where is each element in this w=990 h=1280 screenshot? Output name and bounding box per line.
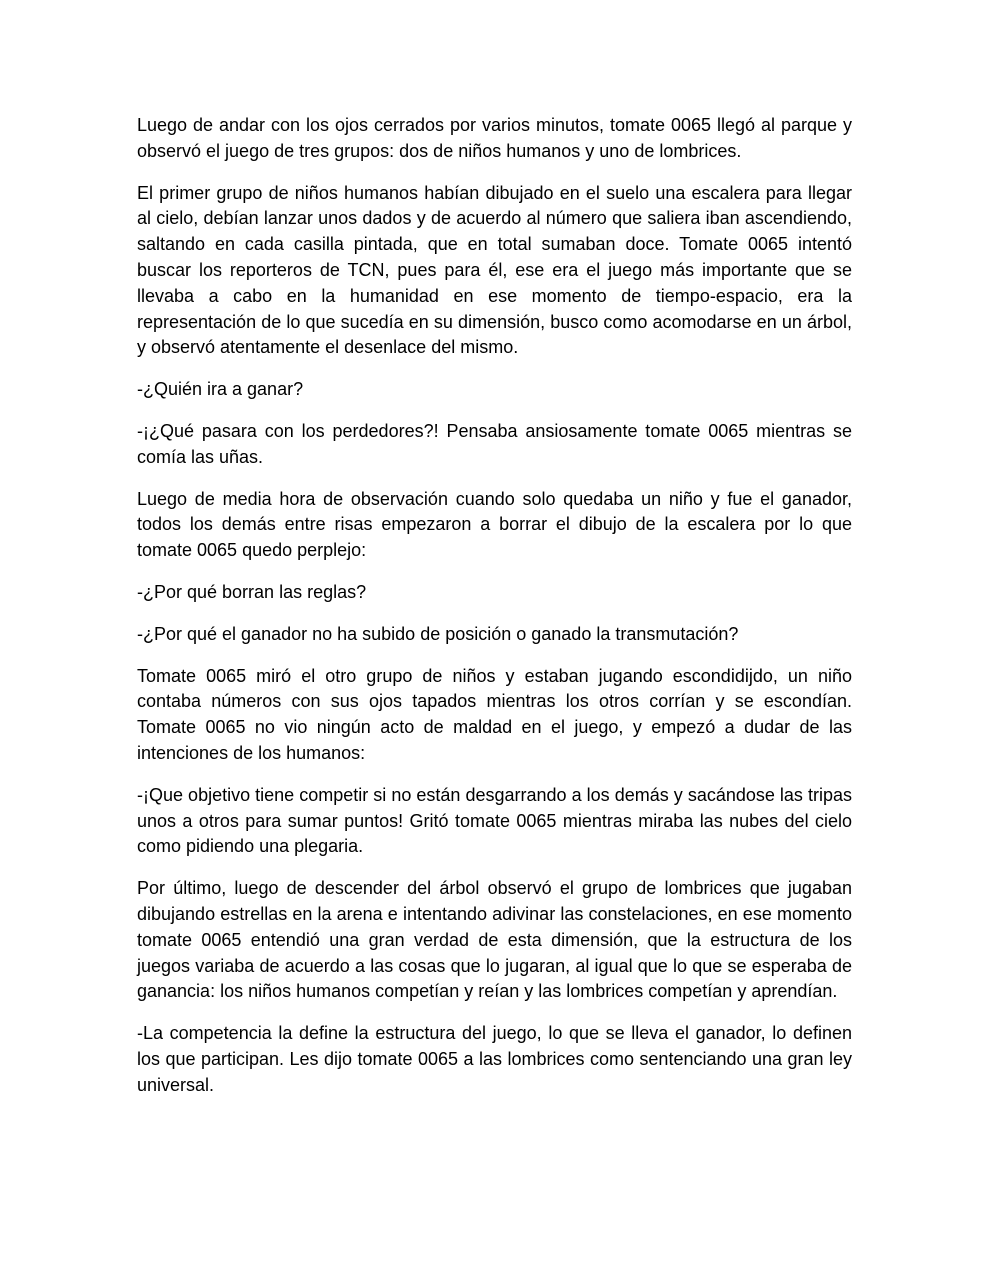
paragraph-2: El primer grupo de niños humanos habían dibujado en el suelo una escalera para llegar al cielo, debían lanzar unos dados y de acuerdo al número que saliera iban ascendiendo, saltando en cada casilla pintada, que en total sumaban doce. Tomate 0065 intentó buscar los reporteros de TCN, pues para él, ese era el juego más importante que se llevaba a cabo en la humanidad en ese momento de tiempo-espacio, era la representación de lo que sucedía en su dimensión, busco como acomodarse en un árbol, y observó atentamente el desenlace del mismo. — [137, 182, 852, 358]
paragraph-3: -¿Quién ira a ganar? — [137, 379, 304, 400]
paragraph-9: -¡Que objetivo tiene competir si no están desgarrando a los demás y sacándose las tripas unos a otros para sumar puntos! Gritó tomate 0065 mientras miraba las nubes del cielo como pidiendo una plegaria. — [137, 784, 852, 857]
paragraph-7: -¿Por qué el ganador no ha subido de posición o ganado la transmutación? — [137, 623, 739, 644]
paragraph-11: -La competencia la define la estructura del juego, lo que se lleva el ganador, lo definen los que participan. Les dijo tomate 0065 a las lombrices como sentenciando una gran ley universal. — [137, 1023, 852, 1095]
paragraph-1: Luego de andar con los ojos cerrados por varios minutos, tomate 0065 llegó al parque y observó el juego de tres grupos: dos de niños humanos y uno de lombrices. — [137, 115, 852, 161]
paragraph-5: Luego de media hora de observación cuando solo quedaba un niño y fue el ganador, todos los demás entre risas empezaron a borrar el dibujo de la escalera por lo que tomate 0065 quedo perplejo: — [137, 488, 852, 561]
paragraph-8: Tomate 0065 miró el otro grupo de niños y estaban jugando escondidijdo, un niño contaba números con sus ojos tapados mientras los otros corrían y se escondían. Tomate 0065 no vio ningún acto de maldad en el juego, y empezó a dudar de las intenciones de los humanos: — [137, 665, 852, 763]
paragraph-6: -¿Por qué borran las reglas? — [137, 581, 367, 602]
paragraph-4: -¡¿Qué pasara con los perdedores?! Pensaba ansiosamente tomate 0065 mientras se comía las uñas. — [137, 420, 852, 467]
paragraph-10: Por último, luego de descender del árbol observó el grupo de lombrices que jugaban dibujando estrellas en la arena e intentando adivinar las constelaciones, en ese momento tomate 0065 entendió una gran verdad de esta dimensión, que la estructura de los juegos variaba de acuerdo a las cosas que lo jugaran, al igual que lo que se esperaba de ganancia: los niños humanos competían y reían y las lombrices competían y aprendían. — [137, 878, 852, 1002]
document-page — [137, 113, 852, 1115]
